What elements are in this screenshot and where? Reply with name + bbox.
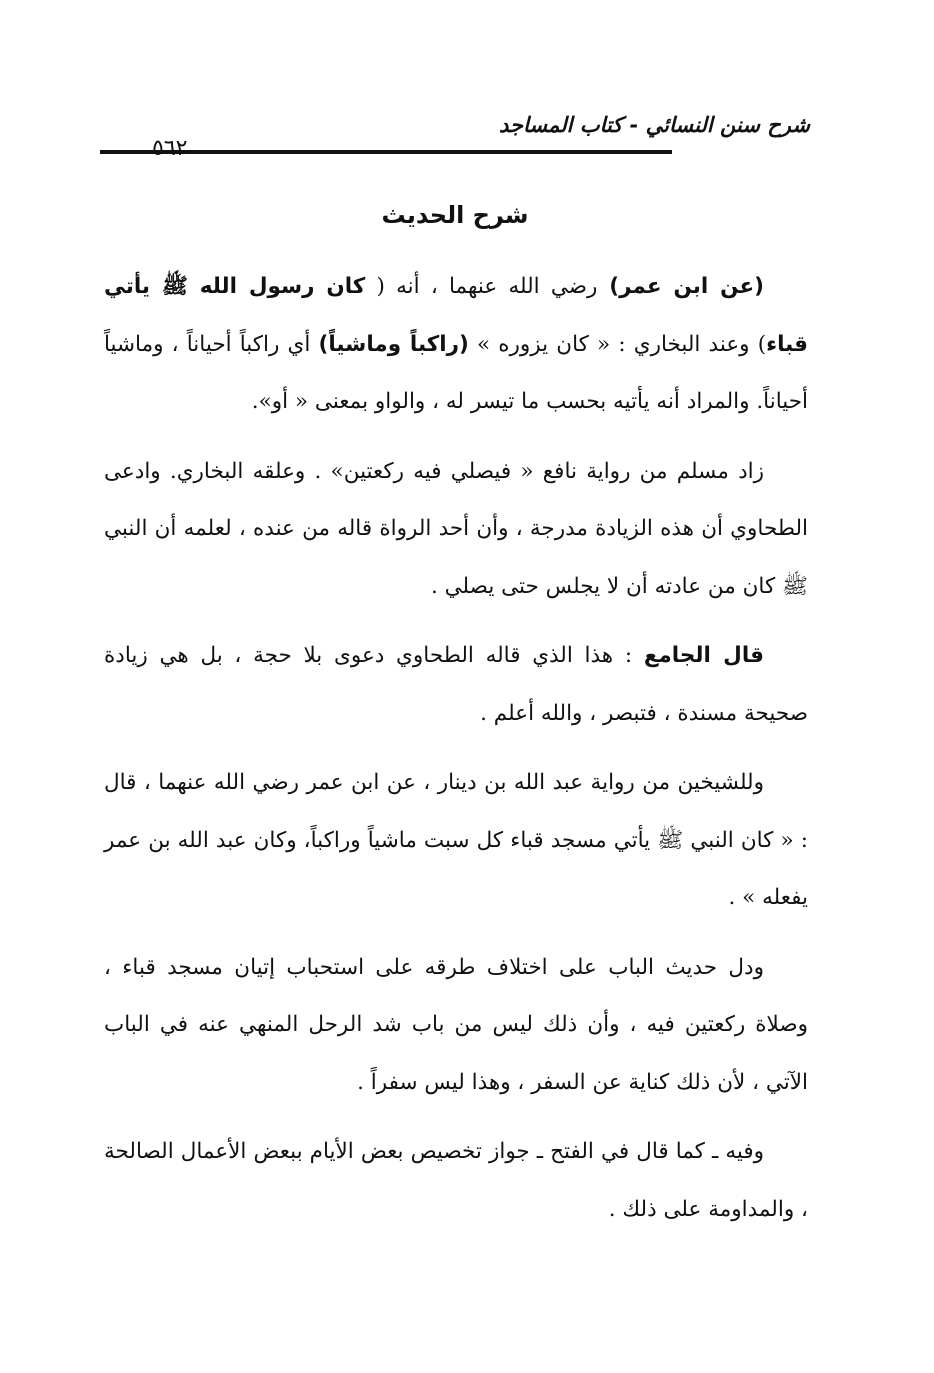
body-text — [104, 258, 808, 1250]
page-number: ٥٦٢ — [152, 136, 188, 161]
paragraph — [104, 627, 808, 742]
text-segment: وللشيخين من رواية عبد الله بن دينار ، عن ابن عمر رضي الله عنهما ، قال : « كان النبي ﷺ يأتي مسجد قباء كل سبت ماشياً وراكباً، وكان عبد الله بن عمر يفعله » . — [104, 770, 808, 910]
running-header-title: شرح سنن النسائي - كتاب المساجد — [499, 113, 810, 137]
paragraph — [104, 258, 808, 431]
text-segment: وفيه ـ كما قال في الفتح ـ جواز تخصيص بعض الأيام ببعض الأعمال الصالحة ، والمداومة على ذلك . — [104, 1139, 808, 1222]
text-segment: رضي الله عنهما ، أنه ( — [365, 274, 598, 299]
page-number-dash — [100, 150, 138, 154]
running-header — [100, 110, 810, 160]
text-segment: ودل حديث الباب على اختلاف طرقه على استحباب إتيان مسجد قباء ، وصلاة ركعتين فيه ، وأن ذلك ليس من باب شد الرحل المنهي عنه في الباب الآتي ، لأن ذلك كناية عن السفر ، وهذا ليس سفراً . — [104, 954, 808, 1095]
text-segment-bold: كان رسول الله ﷺ يأتي قباء — [104, 274, 809, 357]
paragraph — [104, 939, 808, 1112]
text-segment: : هذا الذي قاله الطحاوي دعوى بلا حجة ، بل هي زيادة صحيحة مسندة ، فتبصر ، والله أعلم . — [104, 643, 808, 726]
text-segment: أي راكباً أحياناً ، وماشياً أحياناً. والمراد أنه يأتيه بحسب ما تيسر له ، والواو بمعنى « أو». — [104, 331, 808, 414]
section-heading: شرح الحديث — [381, 201, 529, 229]
paragraph — [104, 443, 808, 616]
text-segment-bold: (راكباً وماشياً) — [318, 331, 469, 357]
text-segment-bold: قال الجامع — [643, 643, 764, 668]
paragraph — [104, 754, 808, 927]
text-segment: ) وعند البخاري : « كان يزوره » — [468, 331, 767, 357]
text-segment: زاد مسلم من رواية نافع « فيصلي فيه ركعتين» . وعلقه البخاري. وادعى الطحاوي أن هذه الزيادة مدرجة ، وأن أحد الرواة قاله من عنده ، لعلمه أن النبي ﷺ كان من عادته أن لا يجلس حتى يصلي . — [104, 458, 808, 599]
paragraph — [104, 1123, 808, 1238]
text-segment-bold: (عن ابن عمر) — [597, 274, 764, 299]
